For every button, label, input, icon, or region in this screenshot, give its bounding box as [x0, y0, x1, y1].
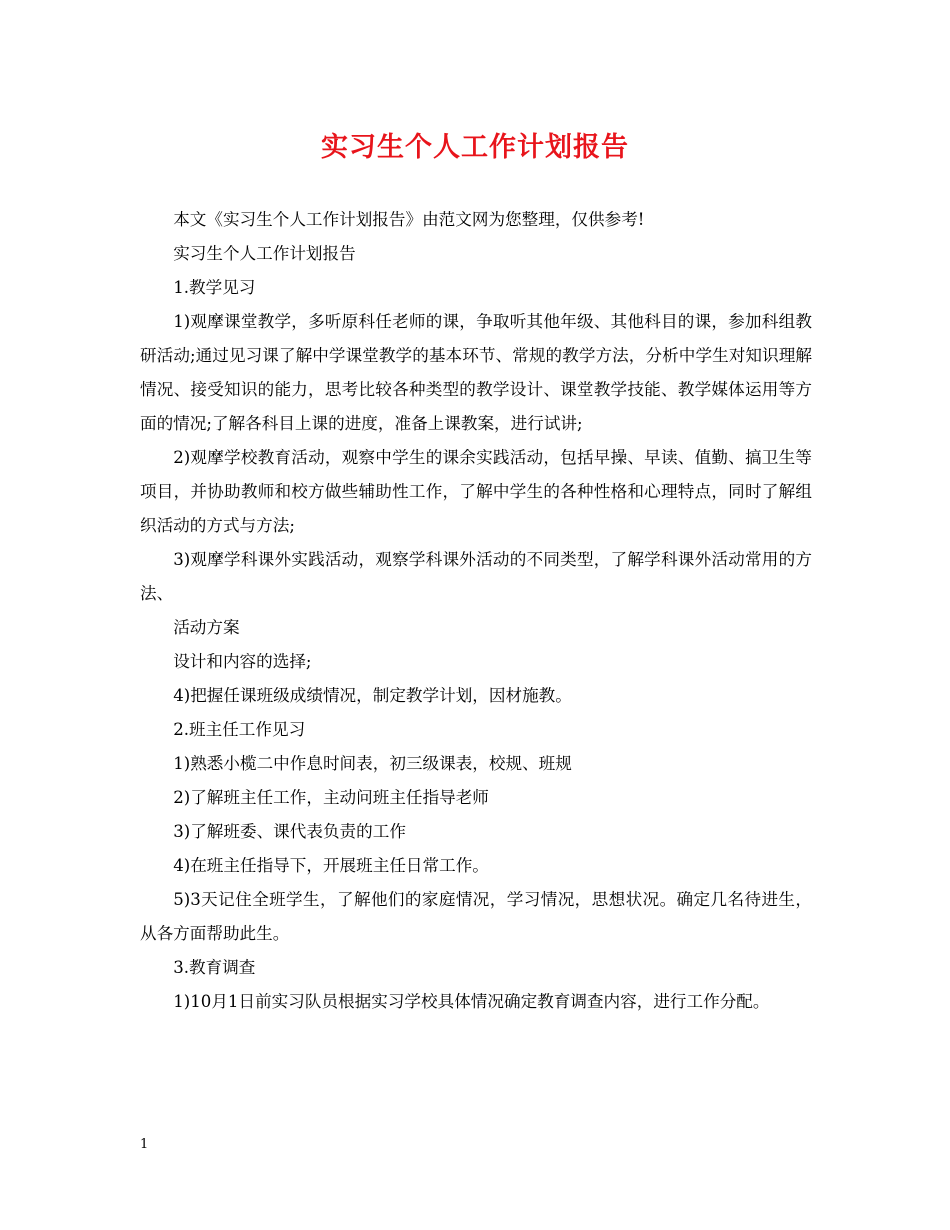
intro-paragraph: 本文《实习生个人工作计划报告》由范文网为您整理，仅供参考! — [173, 210, 645, 229]
paragraph-activity-plan: 活动方案 — [173, 618, 240, 637]
paragraph-understand-work: 2)了解班主任工作，主动问班主任指导老师 — [173, 788, 489, 807]
document-body — [140, 203, 812, 1019]
section-heading-head-teacher: 2.班主任工作见习 — [173, 720, 306, 739]
paragraph-observe-class: 1)观摩课堂教学，多听原科任老师的课，争取听其他年级、其他科目的课，参加科组教研活动;通过见习课了解中学课堂教学的基本环节、常规的教学方法，分析中学生对知识理解情况、接受知识的能力，思考比较各种类型的教学设计、课堂教学技能、教学媒体运用等方面的情况;了解各科目上课的进度，准备上课教案，进行试讲; — [140, 312, 812, 433]
document-title: 实习生个人工作计划报告 — [321, 132, 629, 163]
paragraph-remember-students: 5)3天记住全班学生，了解他们的家庭情况，学习情况，思想状况。确定几名待进生，从各方面帮助此生。 — [140, 890, 812, 943]
subtitle-paragraph: 实习生个人工作计划报告 — [173, 244, 356, 263]
page-number: 1 — [140, 1137, 149, 1152]
paragraph-design-content: 设计和内容的选择; — [173, 652, 312, 671]
paragraph-schedule: 1)熟悉小榄二中作息时间表，初三级课表，校规、班规 — [173, 754, 572, 773]
paragraph-daily-work: 4)在班主任指导下，开展班主任日常工作。 — [173, 856, 489, 875]
paragraph-grasp-grades: 4)把握任课班级成绩情况，制定教学计划，因材施教。 — [173, 686, 572, 705]
section-heading-survey: 3.教育调查 — [173, 958, 256, 977]
paragraph-class-committee: 3)了解班委、课代表负责的工作 — [173, 822, 406, 841]
section-heading-teaching: 1.教学见习 — [173, 278, 256, 297]
paragraph-observe-practice: 3)观摩学科课外实践活动，观察学科课外活动的不同类型，了解学科课外活动常用的方法、 — [140, 550, 812, 603]
paragraph-observe-activities: 2)观摩学校教育活动，观察中学生的课余实践活动，包括早操、早读、值勤、搞卫生等项目，并协助教师和校方做些辅助性工作，了解中学生的各种性格和心理特点，同时了解组织活动的方式与方法; — [140, 448, 812, 535]
paragraph-survey-content: 1)10月1日前实习队员根据实习学校具体情况确定教育调查内容，进行工作分配。 — [173, 992, 770, 1011]
